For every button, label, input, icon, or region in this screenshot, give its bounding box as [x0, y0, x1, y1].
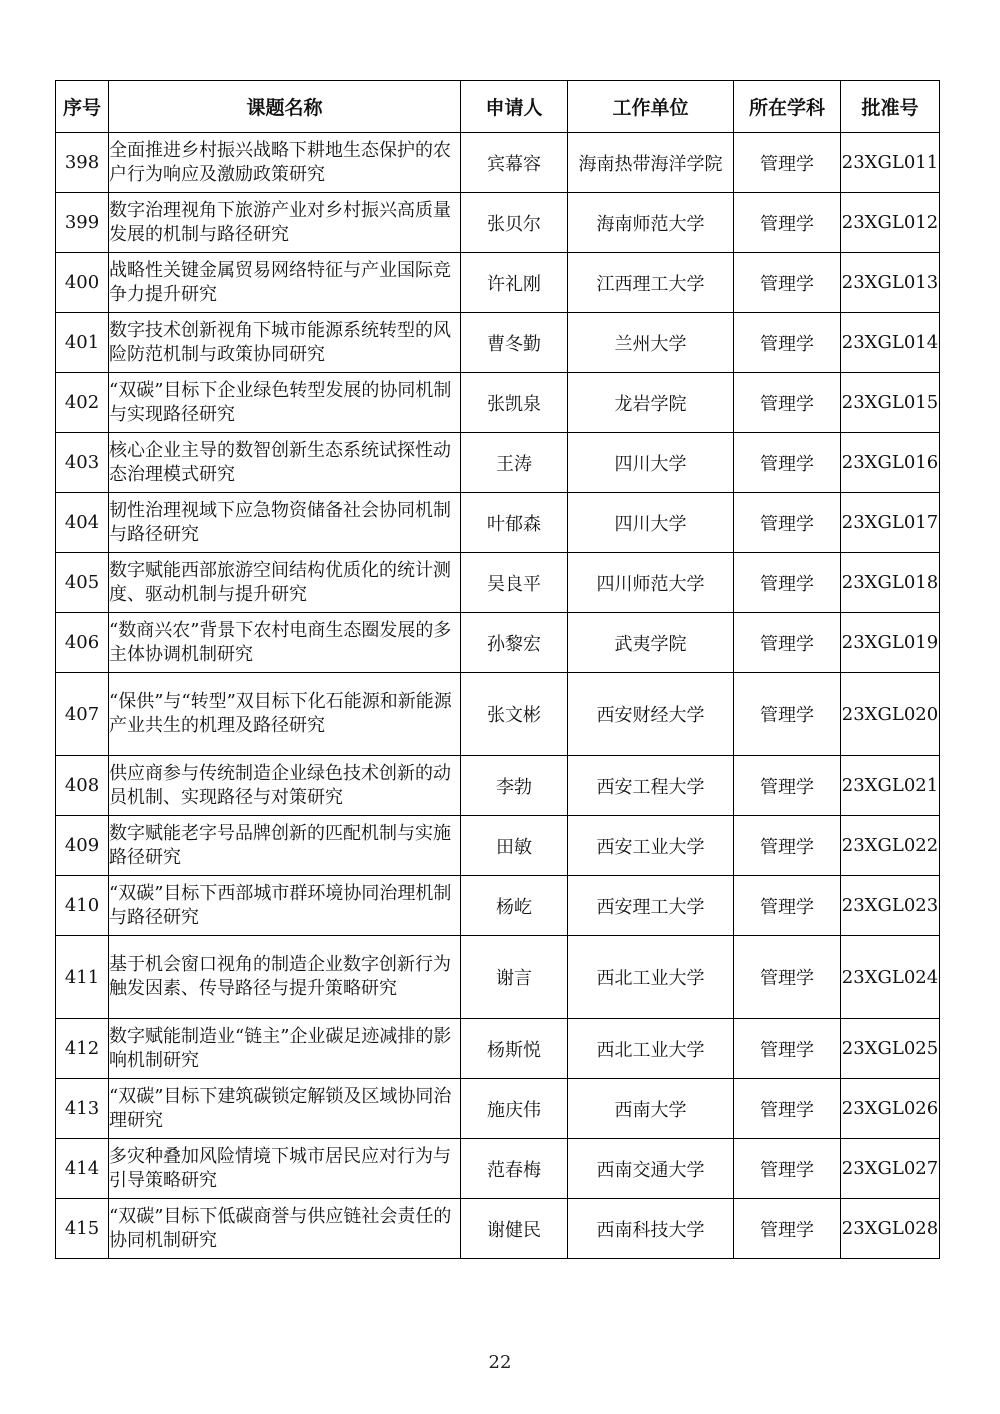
table-row: [56, 673, 940, 756]
project-table: [55, 80, 940, 1259]
table-header-row: [56, 81, 940, 133]
cell-unit: 海南师范大学: [568, 193, 734, 253]
header-unit: 工作单位: [568, 81, 734, 133]
cell-applicant: 施庆伟: [461, 1079, 568, 1139]
table-row: [56, 1079, 940, 1139]
cell-no: 406: [56, 613, 109, 673]
cell-code: 23XGL027: [841, 1139, 940, 1199]
cell-no: 405: [56, 553, 109, 613]
cell-unit: 西南大学: [568, 1079, 734, 1139]
cell-no: 400: [56, 253, 109, 313]
cell-unit: 四川大学: [568, 493, 734, 553]
cell-discipline: 管理学: [734, 1019, 841, 1079]
cell-applicant: 谢健民: [461, 1199, 568, 1259]
cell-title: 供应商参与传统制造企业绿色技术创新的动员机制、实现路径与对策研究: [109, 756, 461, 816]
cell-discipline: 管理学: [734, 1079, 841, 1139]
cell-no: 401: [56, 313, 109, 373]
table-row: [56, 433, 940, 493]
table-row: [56, 373, 940, 433]
cell-no: 415: [56, 1199, 109, 1259]
cell-code: 23XGL016: [841, 433, 940, 493]
cell-unit: 西安工程大学: [568, 756, 734, 816]
cell-title: 数字赋能西部旅游空间结构优质化的统计测度、驱动机制与提升研究: [109, 553, 461, 613]
cell-discipline: 管理学: [734, 253, 841, 313]
table-row: [56, 493, 940, 553]
cell-unit: 江西理工大学: [568, 253, 734, 313]
cell-unit: 西北工业大学: [568, 1019, 734, 1079]
cell-code: 23XGL028: [841, 1199, 940, 1259]
table-row: [56, 756, 940, 816]
cell-unit: 海南热带海洋学院: [568, 133, 734, 193]
table-row: [56, 613, 940, 673]
cell-unit: 西南交通大学: [568, 1139, 734, 1199]
cell-title: 战略性关键金属贸易网络特征与产业国际竞争力提升研究: [109, 253, 461, 313]
cell-no: 402: [56, 373, 109, 433]
header-no: 序号: [56, 81, 109, 133]
cell-code: 23XGL022: [841, 816, 940, 876]
cell-no: 414: [56, 1139, 109, 1199]
cell-applicant: 谢言: [461, 936, 568, 1019]
cell-discipline: 管理学: [734, 756, 841, 816]
table-row: [56, 1139, 940, 1199]
cell-applicant: 张凯泉: [461, 373, 568, 433]
cell-unit: 龙岩学院: [568, 373, 734, 433]
cell-code: 23XGL020: [841, 673, 940, 756]
cell-discipline: 管理学: [734, 193, 841, 253]
cell-applicant: 张文彬: [461, 673, 568, 756]
cell-title: 多灾种叠加风险情境下城市居民应对行为与引导策略研究: [109, 1139, 461, 1199]
cell-discipline: 管理学: [734, 553, 841, 613]
cell-discipline: 管理学: [734, 816, 841, 876]
table-row: [56, 253, 940, 313]
cell-code: 23XGL026: [841, 1079, 940, 1139]
cell-no: 398: [56, 133, 109, 193]
cell-applicant: 田敏: [461, 816, 568, 876]
page-number: 22: [488, 1352, 512, 1373]
cell-title: 数字技术创新视角下城市能源系统转型的风险防范机制与政策协同研究: [109, 313, 461, 373]
cell-discipline: 管理学: [734, 673, 841, 756]
cell-unit: 四川师范大学: [568, 553, 734, 613]
cell-applicant: 许礼刚: [461, 253, 568, 313]
cell-code: 23XGL011: [841, 133, 940, 193]
cell-code: 23XGL018: [841, 553, 940, 613]
cell-discipline: 管理学: [734, 433, 841, 493]
cell-unit: 西安工业大学: [568, 816, 734, 876]
header-applicant: 申请人: [461, 81, 568, 133]
cell-applicant: 叶郁森: [461, 493, 568, 553]
cell-discipline: 管理学: [734, 1199, 841, 1259]
cell-unit: 西安财经大学: [568, 673, 734, 756]
cell-applicant: 孙黎宏: [461, 613, 568, 673]
cell-no: 409: [56, 816, 109, 876]
cell-applicant: 张贝尔: [461, 193, 568, 253]
cell-title: 数字赋能制造业“链主”企业碳足迹减排的影响机制研究: [109, 1019, 461, 1079]
cell-title: “双碳”目标下建筑碳锁定解锁及区域协同治理研究: [109, 1079, 461, 1139]
cell-unit: 西南科技大学: [568, 1199, 734, 1259]
cell-code: 23XGL025: [841, 1019, 940, 1079]
cell-discipline: 管理学: [734, 936, 841, 1019]
header-code: 批准号: [841, 81, 940, 133]
cell-title: “双碳”目标下企业绿色转型发展的协同机制与实现路径研究: [109, 373, 461, 433]
table-row: [56, 876, 940, 936]
cell-no: 410: [56, 876, 109, 936]
cell-title: 基于机会窗口视角的制造企业数字创新行为触发因素、传导路径与提升策略研究: [109, 936, 461, 1019]
cell-discipline: 管理学: [734, 1139, 841, 1199]
cell-no: 403: [56, 433, 109, 493]
cell-unit: 四川大学: [568, 433, 734, 493]
table-row: [56, 936, 940, 1019]
cell-discipline: 管理学: [734, 493, 841, 553]
cell-no: 413: [56, 1079, 109, 1139]
cell-unit: 兰州大学: [568, 313, 734, 373]
cell-applicant: 曹冬勤: [461, 313, 568, 373]
cell-title: 数字治理视角下旅游产业对乡村振兴高质量发展的机制与路径研究: [109, 193, 461, 253]
cell-title: “双碳”目标下西部城市群环境协同治理机制与路径研究: [109, 876, 461, 936]
cell-no: 411: [56, 936, 109, 1019]
cell-title: 数字赋能老字号品牌创新的匹配机制与实施路径研究: [109, 816, 461, 876]
cell-discipline: 管理学: [734, 133, 841, 193]
cell-discipline: 管理学: [734, 313, 841, 373]
cell-title: “保供”与“转型”双目标下化石能源和新能源产业共生的机理及路径研究: [109, 673, 461, 756]
cell-no: 408: [56, 756, 109, 816]
cell-code: 23XGL023: [841, 876, 940, 936]
cell-title: 核心企业主导的数智创新生态系统试探性动态治理模式研究: [109, 433, 461, 493]
cell-unit: 西安理工大学: [568, 876, 734, 936]
cell-code: 23XGL017: [841, 493, 940, 553]
cell-applicant: 范春梅: [461, 1139, 568, 1199]
cell-code: 23XGL012: [841, 193, 940, 253]
cell-code: 23XGL013: [841, 253, 940, 313]
cell-title: 全面推进乡村振兴战略下耕地生态保护的农户行为响应及激励政策研究: [109, 133, 461, 193]
cell-unit: 武夷学院: [568, 613, 734, 673]
cell-no: 412: [56, 1019, 109, 1079]
cell-applicant: 吴良平: [461, 553, 568, 613]
table-row: [56, 1199, 940, 1259]
cell-title: 韧性治理视域下应急物资储备社会协同机制与路径研究: [109, 493, 461, 553]
cell-applicant: 李勃: [461, 756, 568, 816]
cell-code: 23XGL021: [841, 756, 940, 816]
cell-discipline: 管理学: [734, 613, 841, 673]
table-row: [56, 133, 940, 193]
cell-applicant: 杨屹: [461, 876, 568, 936]
cell-code: 23XGL019: [841, 613, 940, 673]
cell-code: 23XGL024: [841, 936, 940, 1019]
table-row: [56, 193, 940, 253]
cell-discipline: 管理学: [734, 876, 841, 936]
header-discipline: 所在学科: [734, 81, 841, 133]
header-title: 课题名称: [109, 81, 461, 133]
cell-applicant: 王涛: [461, 433, 568, 493]
table-row: [56, 1019, 940, 1079]
cell-unit: 西北工业大学: [568, 936, 734, 1019]
cell-title: “数商兴农”背景下农村电商生态圈发展的多主体协调机制研究: [109, 613, 461, 673]
table-row: [56, 553, 940, 613]
cell-applicant: 杨斯悦: [461, 1019, 568, 1079]
cell-applicant: 宾幕容: [461, 133, 568, 193]
cell-no: 407: [56, 673, 109, 756]
table-row: [56, 816, 940, 876]
cell-code: 23XGL014: [841, 313, 940, 373]
table-row: [56, 313, 940, 373]
cell-title: “双碳”目标下低碳商誉与供应链社会责任的协同机制研究: [109, 1199, 461, 1259]
cell-discipline: 管理学: [734, 373, 841, 433]
cell-no: 399: [56, 193, 109, 253]
cell-no: 404: [56, 493, 109, 553]
cell-code: 23XGL015: [841, 373, 940, 433]
